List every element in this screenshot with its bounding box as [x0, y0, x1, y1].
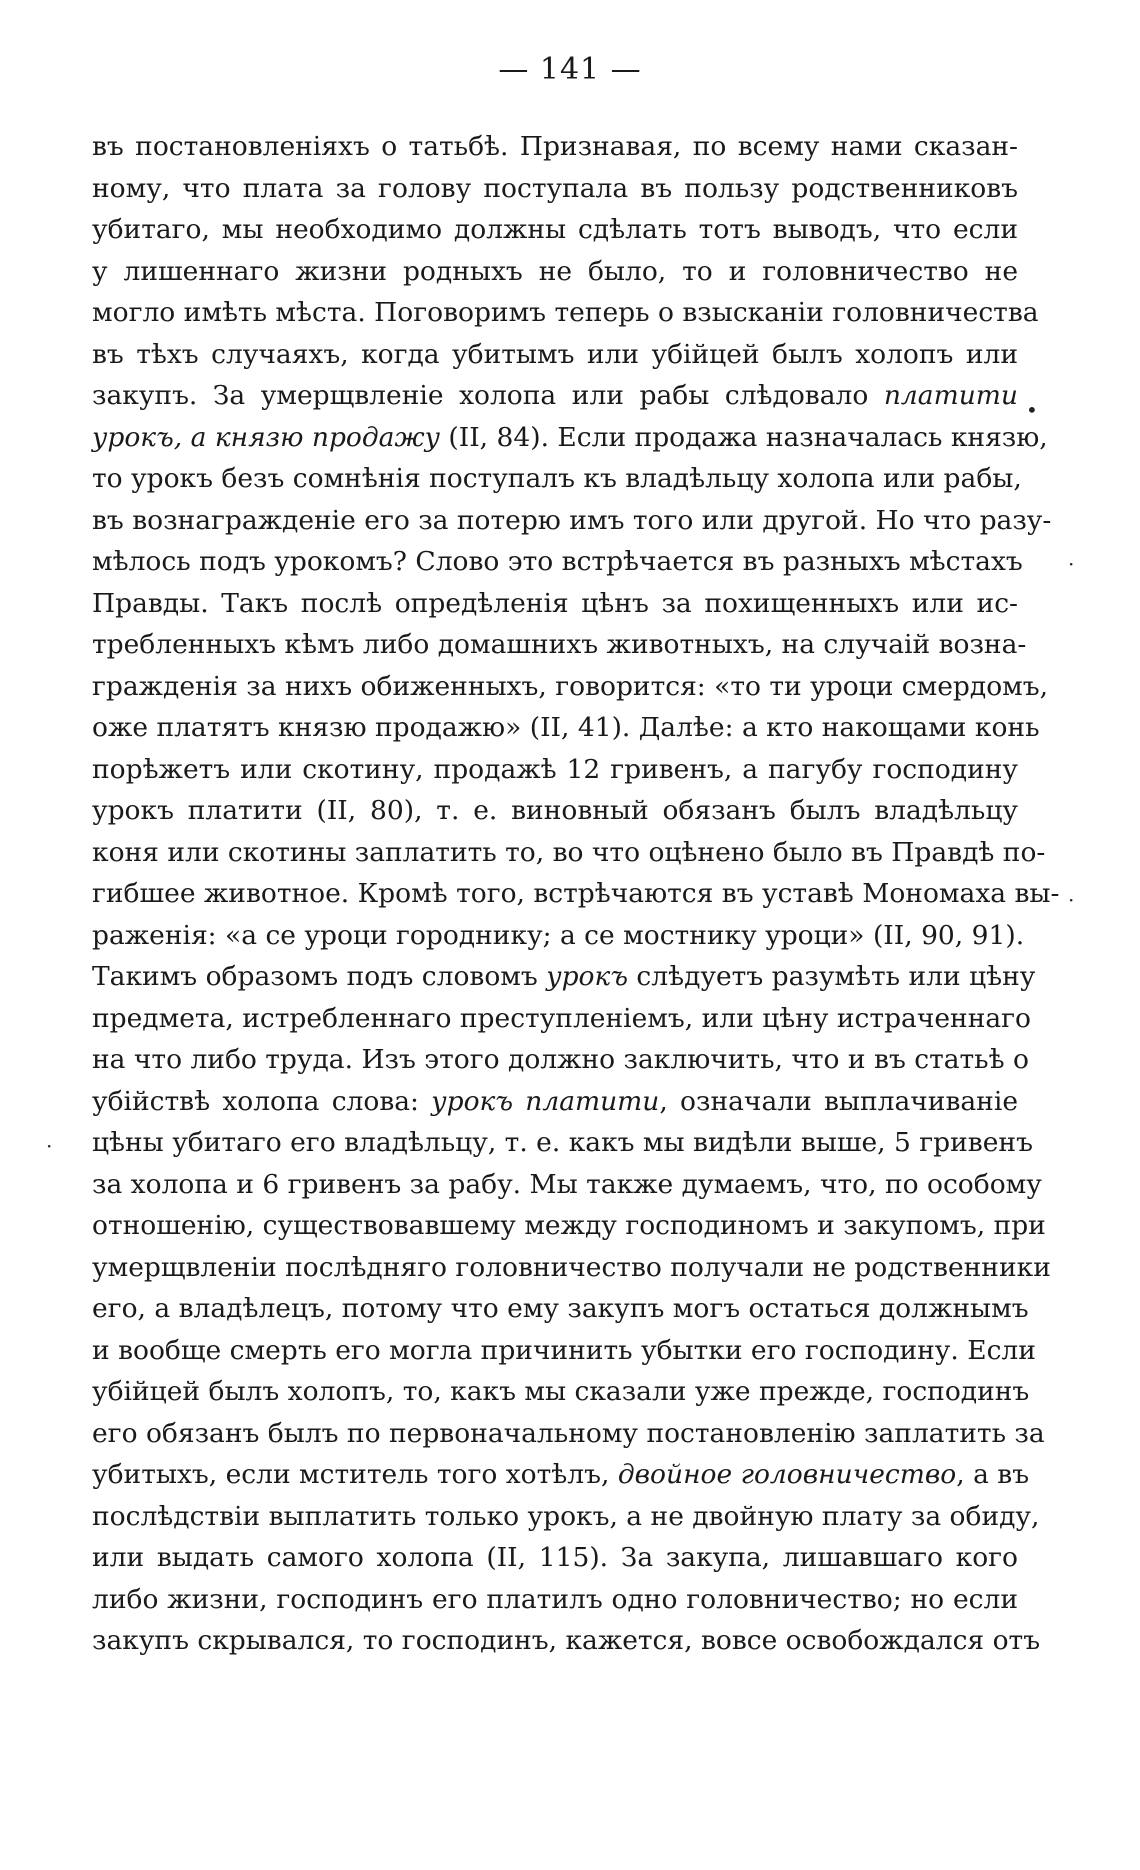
italic-phrase: платити [883, 380, 1018, 411]
text-segment: могло имѣть мѣста. Поговоримъ теперь о взысканіи головничества [92, 297, 1039, 328]
text-line [92, 1288, 1029, 1330]
text-segment: цѣны убитаго его владѣльцу, т. е. какъ мы видѣли выше, 5 гривенъ [92, 1127, 1033, 1158]
text-line [92, 251, 1018, 293]
text-line [92, 666, 1049, 708]
margin-dot-mark: · [46, 1134, 53, 1158]
text-segment: гибшее животное. Кромѣ того, встрѣчаются въ уставѣ Мономаха вы- [92, 878, 1060, 909]
text-line [92, 334, 1018, 376]
text-segment: умерщвленіи послѣдняго головничество получали не родственники [92, 1251, 1051, 1283]
italic-phrase: урокъ [546, 961, 628, 992]
text-segment: закупъ скрывался, то господинъ, кажется, вовсе освобождался отъ [92, 1625, 1041, 1656]
text-segment: Такимъ образомъ подъ словомъ [92, 961, 547, 992]
text-segment: убійствѣ холопа слова: [92, 1085, 432, 1117]
text-segment: слѣдуетъ разумѣть или цѣну [627, 961, 1036, 992]
text-segment: Правды. Такъ послѣ опредѣленія цѣнъ за похищенныхъ или ис- [92, 587, 1018, 619]
text-line [92, 209, 1018, 251]
text-line [92, 1371, 1030, 1413]
text-segment: то урокъ безъ сомнѣнія поступалъ къ владѣльцу холопа или рабы, [92, 463, 1022, 494]
text-line [92, 873, 1060, 915]
text-segment: предмета, истребленнаго преступленіемъ, или цѣну истраченнаго [92, 1002, 1031, 1034]
text-segment: въ постановленіяхъ о татьбѣ. Признавая, по всему нами сказан- [92, 131, 1018, 162]
text-line [92, 1413, 1045, 1455]
text-segment: убитыхъ, если мститель того хотѣлъ, [92, 1459, 618, 1490]
text-line [92, 1122, 1033, 1164]
text-segment: его, а владѣлецъ, потому что ему закупъ могъ остаться должнымъ [92, 1293, 1029, 1324]
text-segment: мѣлось подъ урокомъ? Слово это встрѣчается въ разныхъ мѣстахъ [92, 546, 1023, 577]
text-line [92, 458, 1022, 500]
text-segment: послѣдствіи выплатить только урокъ, а не двойную плату за обиду, [92, 1500, 1040, 1532]
page-number: — 141 — [498, 52, 642, 87]
text-segment: и вообще смерть его могла причинить убытки его господину. Если [92, 1334, 1036, 1366]
text-line [92, 1039, 1029, 1081]
text-segment: или выдать самого холопа (II, 115). За закупа, лишавшаго кого [92, 1542, 1018, 1573]
text-line [92, 790, 1018, 832]
text-line [92, 1620, 1041, 1662]
margin-dot-mark: · [1068, 888, 1075, 912]
text-line [92, 915, 1025, 957]
text-line [92, 1081, 1018, 1123]
text-segment: урокъ платити (II, 80), т. е. виновный обязанъ былъ владѣльцу [92, 795, 1018, 826]
text-line [92, 1537, 1018, 1579]
margin-dot-mark: · [1068, 552, 1075, 576]
text-line [92, 1205, 1046, 1247]
text-segment: коня или скотины заплатить то, во что оцѣнено было въ Правдѣ по- [92, 836, 1046, 868]
text-segment: закупъ. За умерщвленіе холопа или рабы слѣдовало [92, 380, 884, 411]
text-line [92, 292, 1039, 334]
margin-dot-mark: • [1026, 398, 1038, 422]
text-line [92, 583, 1018, 625]
text-segment: въ вознагражденіе его за потерю имъ того или другой. Но что разу- [92, 504, 1052, 536]
text-segment: отношенію, существовавшему между господиномъ и закупомъ, при [92, 1210, 1046, 1241]
text-line [92, 1496, 1040, 1538]
text-segment: порѣжетъ или скотину, продажѣ 12 гривенъ, а пагубу господину [92, 753, 1018, 785]
text-segment: убитаго, мы необходимо должны сдѣлать тотъ выводъ, что если [92, 214, 1018, 245]
text-segment: ному, что плата за голову поступала въ пользу родственниковъ [92, 172, 1018, 204]
text-line [92, 168, 1018, 210]
text-segment: либо жизни, господинъ его платилъ одно головничество; но если [92, 1583, 1018, 1615]
body-text [92, 126, 1060, 1662]
text-segment: гражденія за нихъ обиженныхъ, говорится: «то ти уроци смердомъ, [92, 670, 1049, 702]
text-line [92, 956, 1036, 998]
text-segment: въ тѣхъ случаяхъ, когда убитымъ или убійцей былъ холопъ или [92, 338, 1018, 370]
text-segment: (II, 84). Если продажа назначалась князю, [439, 421, 1048, 453]
text-line [92, 998, 1031, 1040]
text-segment: за холопа и 6 гривенъ за рабу. Мы также думаемъ, что, по особому [92, 1168, 1042, 1200]
text-line [92, 126, 1018, 168]
text-line [92, 749, 1018, 791]
text-line [92, 417, 1048, 459]
text-line [92, 832, 1046, 874]
text-line [92, 707, 1040, 749]
text-line [92, 1454, 1030, 1496]
text-segment: , означали выплачиваніе [659, 1085, 1018, 1117]
text-line [92, 1164, 1042, 1206]
text-segment: оже платятъ князю продажю» (II, 41). Далѣе: а кто накощами конь [92, 712, 1040, 743]
text-line [92, 500, 1052, 542]
text-line [92, 1247, 1051, 1289]
text-segment: у лишеннаго жизни родныхъ не было, то и головничество не [92, 255, 1018, 287]
text-segment: , а въ [956, 1459, 1030, 1490]
text-segment: раженія: «а се уроци городнику; а се мостнику уроци» (II, 90, 91). [92, 919, 1025, 951]
text-segment: убійцей былъ холопъ, то, какъ мы сказали уже прежде, господинъ [92, 1376, 1030, 1407]
italic-phrase: урокъ платити [431, 1085, 660, 1117]
text-line [92, 1330, 1036, 1372]
text-line [92, 624, 1027, 666]
italic-phrase: урокъ, а князю продажу [92, 421, 440, 453]
text-line [92, 375, 1018, 417]
text-line [92, 1579, 1018, 1621]
text-segment: его обязанъ былъ по первоначальному постановленію заплатить за [92, 1417, 1045, 1449]
italic-phrase: двойное головничество [617, 1459, 957, 1490]
text-segment: требленныхъ кѣмъ либо домашнихъ животныхъ, на случаій возна- [92, 629, 1027, 660]
text-line [92, 541, 1023, 583]
text-segment: на что либо труда. Изъ этого должно заключить, что и въ статьѣ о [92, 1044, 1029, 1075]
